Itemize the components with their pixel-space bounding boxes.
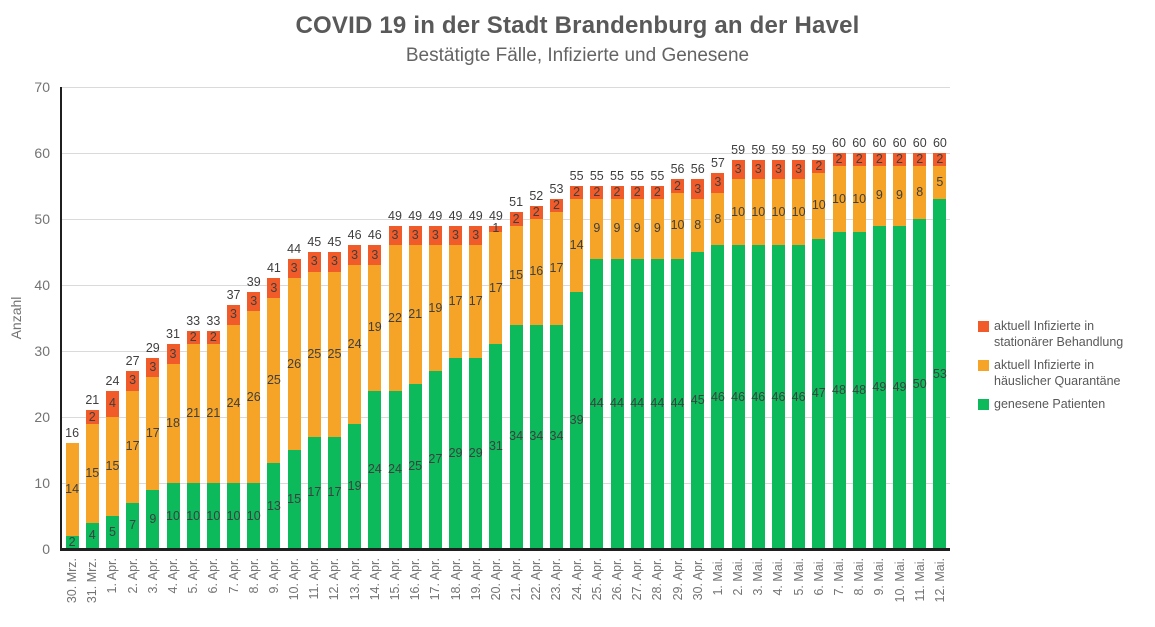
total-value-label: 37 <box>226 287 241 302</box>
segment-value-label: 2 <box>532 204 540 219</box>
legend-swatch-icon <box>978 399 989 410</box>
segment-value-label: 44 <box>670 396 685 411</box>
segment-value-label: 14 <box>65 482 80 497</box>
x-tick-label: 9. Apr. <box>266 558 281 594</box>
x-tick-label: 26. Apr. <box>610 558 624 601</box>
segment-value-label: 24 <box>347 336 362 351</box>
segment-value-label: 29 <box>448 445 463 460</box>
total-value-label: 59 <box>731 142 746 157</box>
y-tick-label: 60 <box>34 145 50 161</box>
x-tick-label: 19. Apr. <box>468 558 483 601</box>
segment-value-label: 3 <box>452 228 459 242</box>
segment-value-label: 31 <box>488 439 503 454</box>
segment-value-label: 8 <box>694 218 702 233</box>
segment-value-label: 15 <box>85 465 100 480</box>
segment-value-label: 2 <box>613 185 621 200</box>
x-tick-label: 27. Apr. <box>630 558 645 601</box>
segment-value-label: 19 <box>367 320 382 335</box>
total-value-label: 24 <box>105 373 120 388</box>
chart-subtitle: Bestätigte Fälle, Infizierte und Genesene <box>405 45 750 66</box>
x-tick-label: 22. Apr. <box>529 558 544 601</box>
x-tick-label: 16. Apr. <box>408 558 423 601</box>
legend-item <box>978 357 1154 389</box>
segment-value-label: 22 <box>388 310 402 325</box>
legend-swatch-icon <box>978 360 989 371</box>
legend-item-label: genesene Patienten <box>994 397 1106 411</box>
y-tick-label: 70 <box>34 79 50 95</box>
segment-value-label: 10 <box>670 218 685 233</box>
segment-value-label: 3 <box>290 261 298 275</box>
segment-value-label: 10 <box>731 204 746 219</box>
x-tick-label: 9. Mai. <box>872 558 887 596</box>
segment-value-label: 17 <box>125 439 140 454</box>
segment-value-label: 17 <box>468 294 483 308</box>
x-tick-label: 5. Mai. <box>791 558 806 596</box>
segment-value-label: 8 <box>916 185 924 200</box>
segment-value-label: 9 <box>633 221 641 236</box>
total-value-label: 55 <box>630 169 645 183</box>
segment-value-label: 2 <box>896 152 903 167</box>
segment-value-label: 44 <box>589 396 604 411</box>
x-tick-label: 6. Mai. <box>811 558 826 596</box>
segment-value-label: 2 <box>189 330 197 345</box>
segment-value-label: 3 <box>310 254 318 269</box>
total-value-label: 51 <box>509 195 524 210</box>
x-tick-label: 23. Apr. <box>549 558 564 601</box>
segment-value-label: 25 <box>307 346 322 361</box>
segment-value-label: 3 <box>149 360 157 374</box>
segment-value-label: 9 <box>149 511 157 526</box>
segment-value-label: 2 <box>209 330 217 345</box>
total-value-label: 60 <box>832 136 846 150</box>
segment-value-label: 44 <box>650 396 665 411</box>
segment-value-label: 2 <box>674 178 681 193</box>
x-tick-label: 1. Mai. <box>710 558 725 596</box>
y-tick-label: 40 <box>34 277 50 293</box>
chart-title: COVID 19 in der Stadt Brandenburg an der Havel <box>295 12 860 39</box>
total-value-label: 45 <box>327 235 342 249</box>
total-value-label: 55 <box>650 169 665 183</box>
segment-value-label: 10 <box>751 204 766 219</box>
y-tick-label: 10 <box>34 475 50 491</box>
segment-value-label: 5 <box>108 525 116 539</box>
segment-value-label: 17 <box>145 426 160 440</box>
total-value-label: 49 <box>408 208 423 223</box>
total-value-label: 33 <box>186 314 201 329</box>
total-value-label: 59 <box>791 142 806 157</box>
segment-value-label: 3 <box>472 228 480 242</box>
segment-value-label: 21 <box>408 307 423 322</box>
segment-value-label: 19 <box>347 478 362 493</box>
x-tick-label: 31. Mrz. <box>85 558 100 604</box>
segment-value-label: 2 <box>573 185 581 200</box>
segment-value-label: 26 <box>287 356 302 371</box>
legend-item <box>978 318 1154 350</box>
segment-value-label: 49 <box>892 379 907 394</box>
segment-value-label: 3 <box>795 162 803 176</box>
x-tick-label: 13. Apr. <box>347 558 362 601</box>
segment-value-label: 3 <box>431 228 439 242</box>
total-value-label: 39 <box>246 274 261 289</box>
segment-value-label: 17 <box>307 485 322 500</box>
total-value-label: 55 <box>610 169 624 183</box>
segment-value-label: 10 <box>166 508 180 523</box>
segment-value-label: 10 <box>186 508 201 523</box>
segment-value-label: 9 <box>875 188 883 203</box>
segment-value-label: 3 <box>714 175 722 190</box>
segment-value-label: 2 <box>916 152 924 167</box>
segment-value-label: 7 <box>129 518 137 533</box>
y-axis-title: Anzahl <box>8 296 24 340</box>
x-tick-label: 11. Mai. <box>912 558 927 602</box>
segment-value-label: 17 <box>488 280 503 295</box>
segment-value-label: 18 <box>166 416 180 431</box>
total-value-label: 49 <box>448 208 463 223</box>
segment-value-label: 9 <box>593 221 601 236</box>
segment-value-label: 3 <box>230 307 237 322</box>
x-tick-label: 28. Apr. <box>650 558 665 601</box>
segment-value-label: 34 <box>529 429 544 444</box>
segment-value-label: 34 <box>549 429 564 444</box>
total-value-label: 59 <box>811 142 826 157</box>
segment-value-label: 15 <box>105 459 120 473</box>
segment-value-label: 25 <box>408 459 423 473</box>
segment-value-label: 17 <box>549 261 564 275</box>
segment-value-label: 13 <box>266 498 281 513</box>
total-value-label: 60 <box>852 136 867 150</box>
legend-swatch-icon <box>978 321 989 332</box>
total-value-label: 60 <box>872 136 887 150</box>
segment-value-label: 2 <box>875 152 883 167</box>
segment-value-label: 29 <box>468 445 483 460</box>
segment-value-label: 46 <box>731 389 746 404</box>
total-value-label: 33 <box>206 314 221 329</box>
total-value-label: 55 <box>569 169 584 183</box>
segment-value-label: 3 <box>351 247 359 262</box>
segment-value-label: 26 <box>246 389 261 404</box>
gridline <box>62 87 950 88</box>
x-tick-label: 20. Apr. <box>488 558 503 601</box>
x-tick-label: 3. Mai. <box>751 558 766 596</box>
y-tick-label: 0 <box>42 541 50 557</box>
segment-value-label: 10 <box>206 508 221 523</box>
segment-value-label: 46 <box>751 389 766 404</box>
segment-value-label: 3 <box>330 254 338 269</box>
x-tick-label: 4. Apr. <box>166 558 180 594</box>
total-value-label: 57 <box>710 155 725 170</box>
x-tick-label: 2. Apr. <box>125 558 140 594</box>
segment-value-label: 19 <box>428 300 443 315</box>
x-tick-label: 1. Apr. <box>105 558 120 594</box>
segment-value-label: 24 <box>388 462 402 477</box>
y-axis-line <box>60 87 62 551</box>
segment-value-label: 10 <box>811 198 826 213</box>
segment-value-label: 2 <box>633 185 641 200</box>
segment-value-label: 2 <box>855 152 863 167</box>
segment-value-label: 10 <box>832 191 846 206</box>
segment-value-label: 39 <box>569 412 584 427</box>
x-tick-label: 7. Mai. <box>832 558 846 596</box>
total-value-label: 16 <box>65 426 80 441</box>
segment-value-label: 3 <box>694 181 702 196</box>
segment-value-label: 4 <box>108 396 116 411</box>
total-value-label: 55 <box>589 169 604 183</box>
legend <box>978 318 1154 412</box>
segment-value-label: 46 <box>791 389 806 404</box>
legend-item <box>978 396 1154 412</box>
segment-value-label: 49 <box>872 379 887 394</box>
segment-value-label: 17 <box>448 294 463 308</box>
segment-value-label: 1 <box>492 221 500 236</box>
y-tick-label: 50 <box>34 211 50 227</box>
segment-value-label: 9 <box>613 221 621 236</box>
segment-value-label: 9 <box>653 221 661 236</box>
x-tick-label: 10. Apr. <box>287 558 302 601</box>
total-value-label: 60 <box>892 136 907 150</box>
segment-value-label: 14 <box>569 237 584 252</box>
total-value-label: 52 <box>529 188 544 203</box>
segment-value-label: 16 <box>529 264 544 279</box>
x-tick-label: 3. Apr. <box>145 558 160 594</box>
total-value-label: 49 <box>388 208 402 223</box>
segment-value-label: 5 <box>936 175 944 190</box>
segment-value-label: 46 <box>771 389 786 404</box>
segment-value-label: 15 <box>509 267 524 282</box>
total-value-label: 44 <box>287 241 302 256</box>
segment-value-label: 3 <box>411 228 419 242</box>
segment-value-label: 48 <box>832 383 846 398</box>
segment-value-label: 3 <box>754 162 762 176</box>
total-value-label: 59 <box>771 142 786 157</box>
segment-value-label: 15 <box>287 492 302 506</box>
total-value-label: 53 <box>549 182 564 197</box>
x-axis-line <box>60 548 950 551</box>
segment-value-label: 10 <box>226 508 241 523</box>
segment-value-label: 2 <box>552 198 560 213</box>
y-tick-label: 30 <box>34 343 50 359</box>
segment-value-label: 27 <box>428 452 443 467</box>
segment-value-label: 21 <box>186 406 201 421</box>
segment-value-label: 2 <box>653 185 661 200</box>
legend-item-label: aktuell Infizierte in stationärer Behandlung <box>994 319 1124 349</box>
segment-value-label: 2 <box>512 211 520 226</box>
segment-value-label: 45 <box>690 393 705 407</box>
segment-value-label: 25 <box>327 346 342 361</box>
x-tick-label: 12. Apr. <box>327 558 342 601</box>
segment-value-label: 4 <box>88 528 96 543</box>
segment-value-label: 10 <box>771 204 786 219</box>
segment-value-label: 3 <box>391 228 399 242</box>
segment-value-label: 2 <box>936 152 944 167</box>
total-value-label: 21 <box>85 393 100 408</box>
segment-value-label: 10 <box>246 508 261 523</box>
legend-item-label: aktuell Infizierte in häuslicher Quarantäne <box>994 358 1121 388</box>
segment-value-label: 2 <box>88 409 96 424</box>
x-tick-label: 2. Mai. <box>731 558 746 596</box>
segment-value-label: 2 <box>815 158 823 173</box>
segment-value-label: 3 <box>774 162 782 176</box>
x-tick-label: 17. Apr. <box>428 558 443 601</box>
segment-value-label: 2 <box>68 534 76 549</box>
segment-value-label: 3 <box>169 346 177 361</box>
segment-value-label: 44 <box>630 396 645 411</box>
segment-value-label: 47 <box>811 386 826 401</box>
total-value-label: 60 <box>932 136 947 150</box>
x-tick-label: 11. Apr. <box>307 558 322 600</box>
x-tick-label: 8. Apr. <box>246 558 261 594</box>
segment-value-label: 2 <box>835 152 843 167</box>
x-tick-label: 30. Apr. <box>690 558 705 601</box>
x-tick-label: 4. Mai. <box>771 558 786 596</box>
segment-value-label: 50 <box>912 376 927 391</box>
x-tick-label: 10. Mai. <box>892 558 907 603</box>
x-tick-label: 8. Mai. <box>852 558 867 596</box>
segment-value-label: 21 <box>206 406 221 421</box>
total-value-label: 29 <box>145 340 160 355</box>
total-value-label: 41 <box>266 261 281 276</box>
segment-value-label: 10 <box>791 204 806 219</box>
total-value-label: 27 <box>125 353 140 368</box>
x-tick-label: 5. Apr. <box>186 558 201 594</box>
segment-value-label: 48 <box>852 383 867 398</box>
segment-value-label: 10 <box>852 191 867 206</box>
total-value-label: 60 <box>912 136 927 150</box>
segment-value-label: 3 <box>129 373 137 388</box>
segment-value-label: 46 <box>710 389 725 404</box>
total-value-label: 56 <box>690 162 705 177</box>
x-tick-label: 15. Apr. <box>388 558 402 601</box>
x-tick-label: 7. Apr. <box>226 558 241 594</box>
segment-value-label: 9 <box>896 188 903 203</box>
total-value-label: 59 <box>751 142 766 157</box>
segment-value-label: 3 <box>250 294 258 308</box>
total-value-label: 45 <box>307 235 322 249</box>
segment-value-label: 53 <box>932 366 947 381</box>
segment-value-label: 24 <box>226 396 241 411</box>
x-tick-label: 21. Apr. <box>509 558 524 601</box>
segment-value-label: 17 <box>327 485 342 500</box>
y-tick-label: 20 <box>34 409 50 425</box>
x-tick-label: 14. Apr. <box>367 558 382 601</box>
x-tick-label: 6. Apr. <box>206 558 221 594</box>
total-value-label: 56 <box>670 162 685 177</box>
total-value-label: 49 <box>428 208 443 223</box>
segment-value-label: 8 <box>714 211 722 226</box>
segment-value-label: 3 <box>734 162 742 176</box>
segment-value-label: 3 <box>371 247 379 262</box>
total-value-label: 49 <box>468 208 483 223</box>
segment-value-label: 24 <box>367 462 382 477</box>
total-value-label: 31 <box>166 327 180 342</box>
x-tick-label: 25. Apr. <box>589 558 604 601</box>
x-tick-label: 12. Mai. <box>932 558 947 603</box>
total-value-label: 46 <box>347 228 362 243</box>
segment-value-label: 34 <box>509 429 524 444</box>
x-tick-label: 30. Mrz. <box>65 558 80 604</box>
segment-value-label: 3 <box>270 280 278 295</box>
total-value-label: 49 <box>488 208 503 223</box>
segment-value-label: 25 <box>266 373 281 388</box>
total-value-label: 46 <box>367 228 382 243</box>
x-tick-label: 18. Apr. <box>448 558 463 601</box>
x-tick-label: 29. Apr. <box>670 558 685 601</box>
segment-value-label: 2 <box>593 185 601 200</box>
x-tick-label: 24. Apr. <box>569 558 584 601</box>
segment-value-label: 44 <box>610 396 624 411</box>
